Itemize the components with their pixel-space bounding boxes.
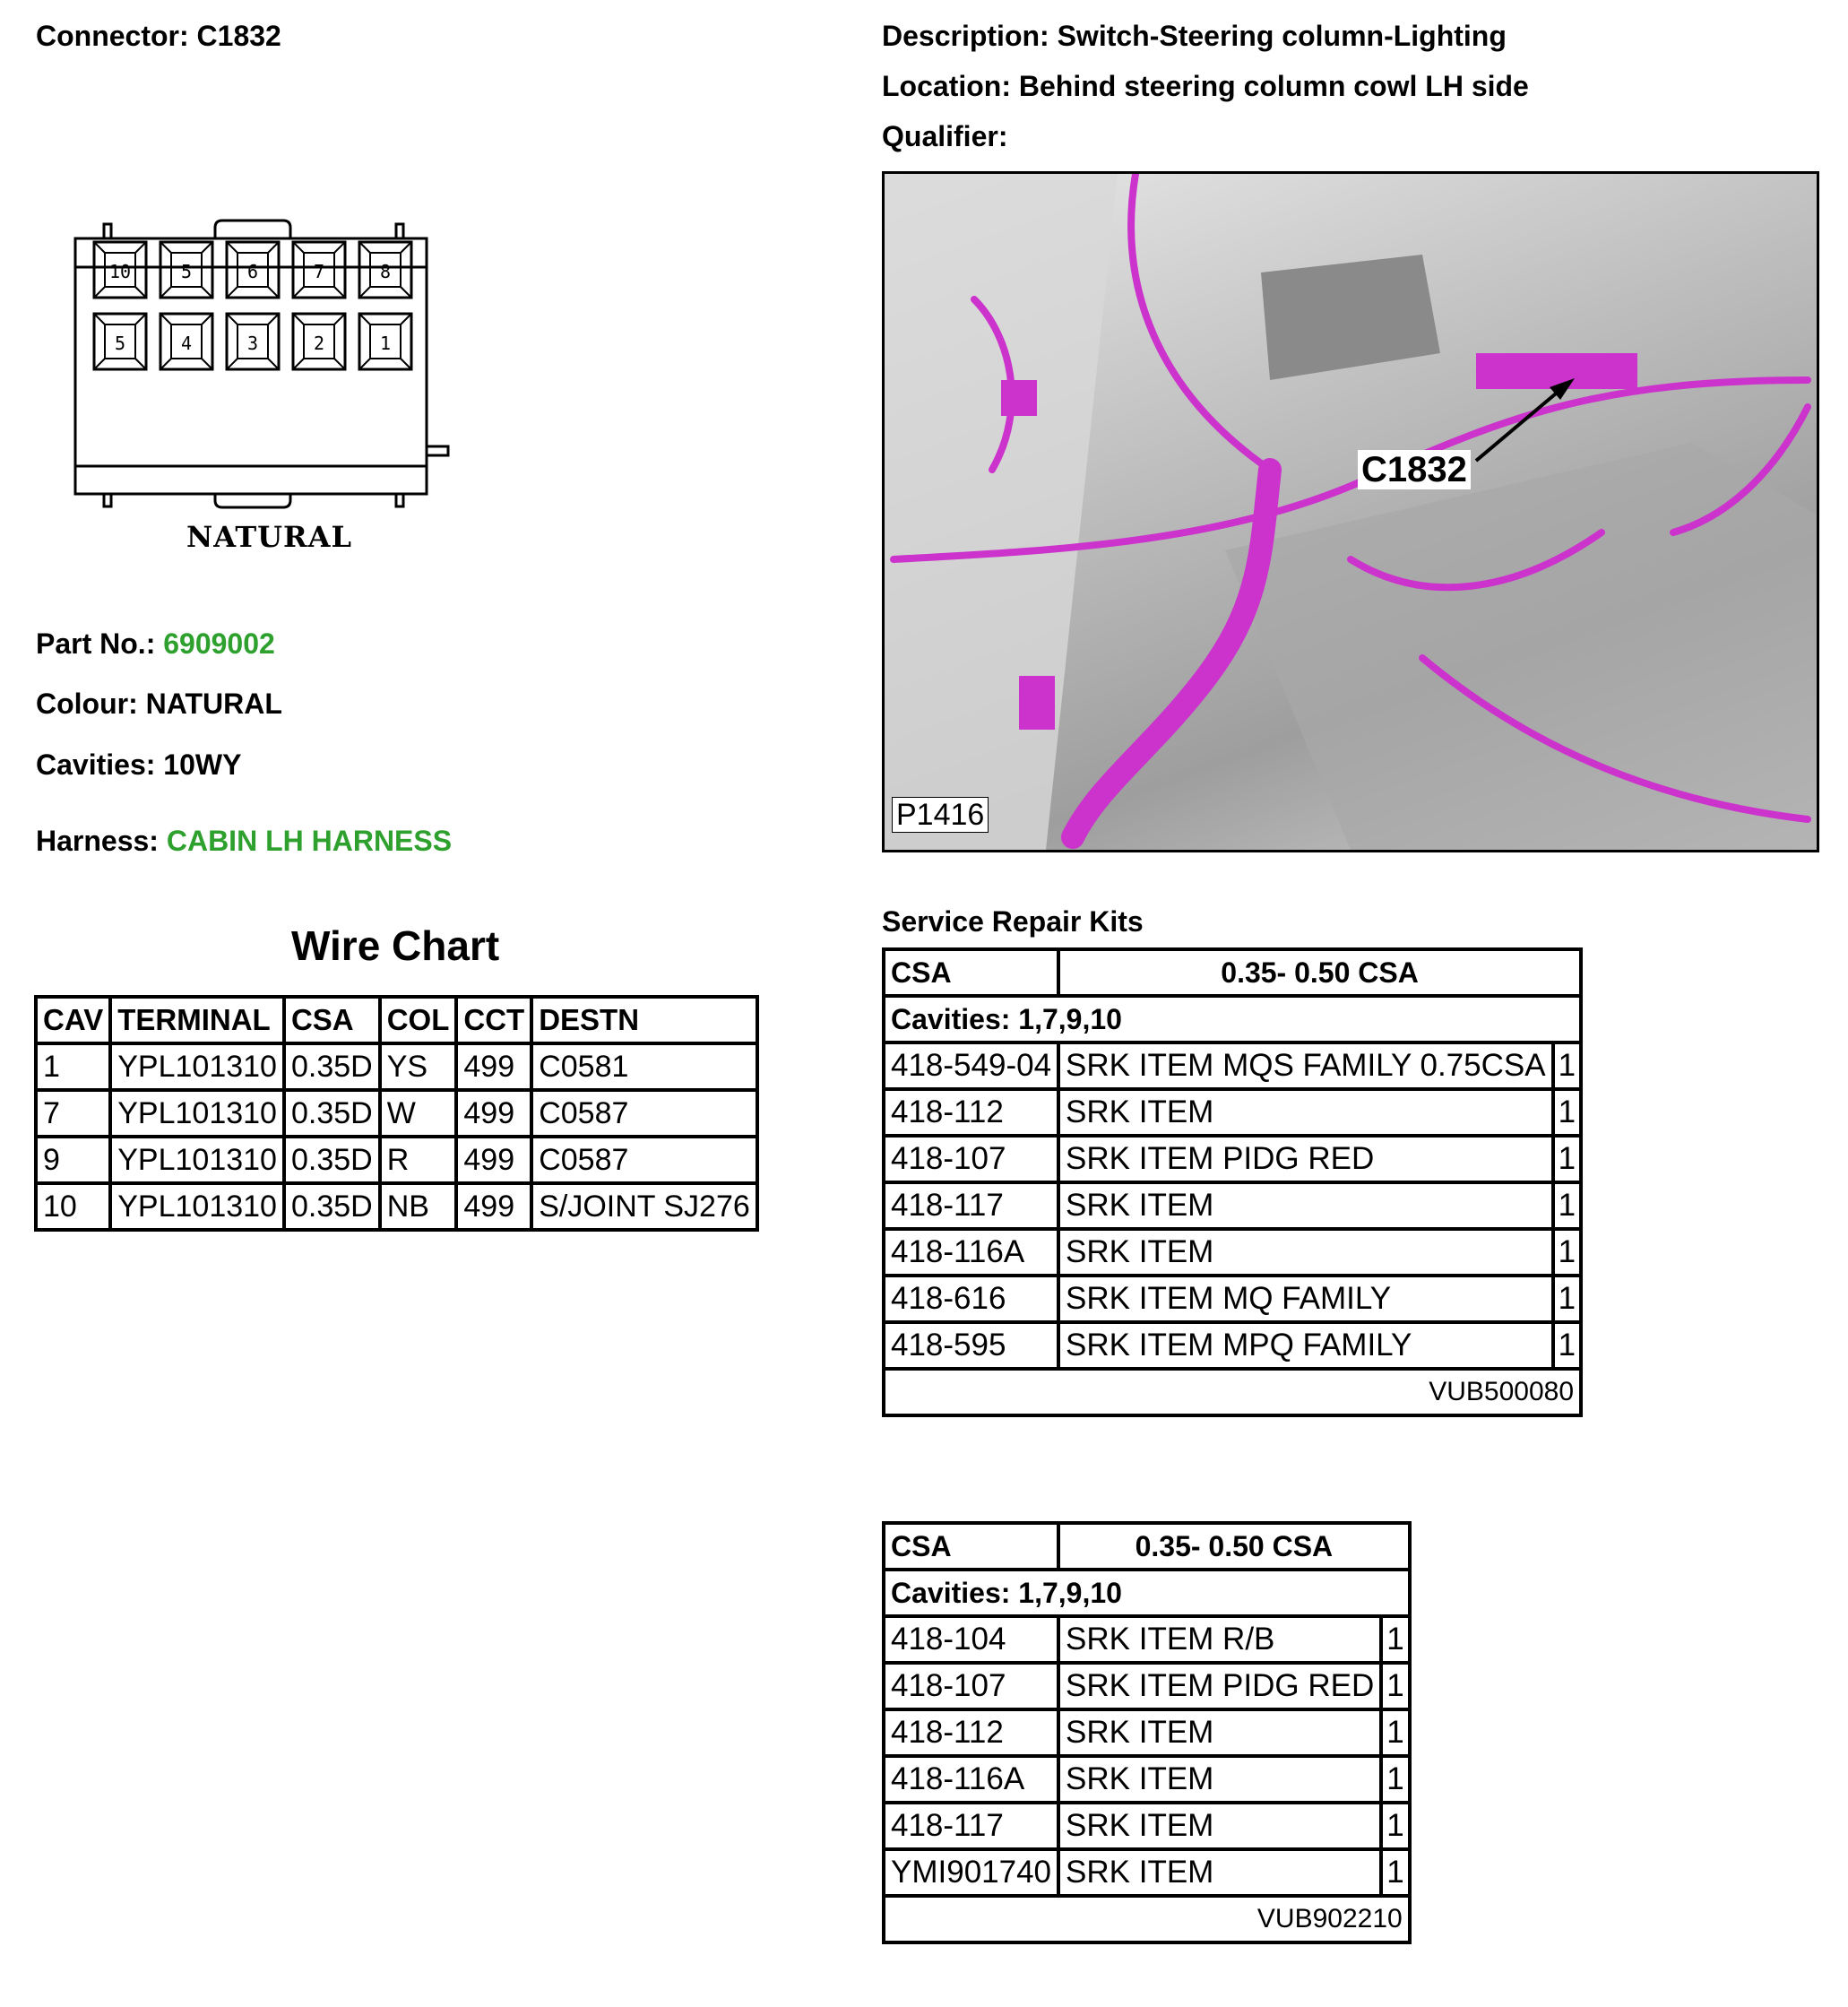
callout-arrow (1476, 378, 1575, 461)
wire-chart-cell: 0.35D (284, 1043, 380, 1090)
wire-chart-cell: 0.35D (284, 1137, 380, 1183)
kit1-item-part: 418-549-04 (884, 1042, 1058, 1089)
wire-chart-cell: YPL101310 (110, 1043, 284, 1090)
wire-chart-cell: S/JOINT SJ276 (531, 1183, 757, 1230)
wire-chart-title: Wire Chart (291, 922, 500, 969)
wire-chart-header-cell: COL (380, 997, 457, 1043)
cavity-number: 4 (180, 333, 193, 354)
wire-chart-cell: 499 (456, 1183, 531, 1230)
kit2-item-part: 418-107 (884, 1663, 1058, 1709)
kit1-item-row (884, 1182, 1581, 1229)
kit1-item-desc: SRK ITEM (1058, 1089, 1553, 1136)
kit1-item-desc: SRK ITEM MQS FAMILY 0.75CSA (1058, 1042, 1553, 1089)
wire-chart-cell: 10 (36, 1183, 110, 1230)
cavity-bot-5 (359, 314, 411, 369)
kit1-item-desc: SRK ITEM PIDG RED (1058, 1136, 1553, 1182)
kit1-cavities: Cavities: 1,7,9,10 (884, 996, 1581, 1042)
kit1-item-row (884, 1229, 1581, 1276)
kit2-item-row (884, 1663, 1410, 1709)
kit2-item-row (884, 1709, 1410, 1756)
wire-chart-cell: 9 (36, 1137, 110, 1183)
kit2-kit-number-row (884, 1896, 1410, 1942)
cavity-number: 3 (246, 333, 259, 354)
kit1-kit-number-row (884, 1369, 1581, 1415)
cavity-number: 5 (114, 333, 126, 354)
kit2-item-desc: SRK ITEM (1058, 1756, 1381, 1803)
kit1-item-qty: 1 (1553, 1276, 1581, 1322)
connector-colour-label: NATURAL (186, 520, 352, 554)
cavity-row-bottom (94, 314, 411, 369)
cavity-number: 10 (108, 261, 132, 282)
repair-kit-table-2 (882, 1521, 1412, 1944)
kit1-item-row (884, 1276, 1581, 1322)
wire-chart-cell: R (380, 1137, 457, 1183)
kit1-item-row (884, 1042, 1581, 1089)
photo-callout-label: C1832 (1358, 450, 1471, 489)
kit1-cavities-row (884, 996, 1581, 1042)
wire-chart-row (36, 1183, 757, 1230)
cavity-bot-2 (160, 314, 212, 369)
kit2-item-desc: SRK ITEM (1058, 1803, 1381, 1849)
kit1-csa-label: CSA (884, 949, 1058, 996)
cavity-bot-4 (293, 314, 345, 369)
wire-chart-cell: YS (380, 1043, 457, 1090)
cavities-info: Cavities: 10WY (36, 748, 242, 781)
kit1-item-row (884, 1322, 1581, 1369)
location-photo (882, 171, 1819, 852)
kit2-item-row (884, 1803, 1410, 1849)
kit2-kit-number: VUB902210 (884, 1896, 1410, 1942)
wire-chart-cell: 7 (36, 1090, 110, 1137)
kit1-item-qty: 1 (1553, 1182, 1581, 1229)
kit2-item-desc: SRK ITEM (1058, 1849, 1381, 1896)
kit2-item-qty: 1 (1381, 1663, 1409, 1709)
cavity-top-1 (94, 242, 146, 298)
wire-chart-table (34, 995, 759, 1232)
kit2-cavities: Cavities: 1,7,9,10 (884, 1570, 1410, 1616)
kit1-item-row (884, 1136, 1581, 1182)
kit1-item-part: 418-117 (884, 1182, 1058, 1229)
cavity-number: 6 (246, 261, 259, 282)
kit2-item-qty: 1 (1381, 1756, 1409, 1803)
wire-chart-cell: YPL101310 (110, 1183, 284, 1230)
kit1-item-qty: 1 (1553, 1089, 1581, 1136)
kit1-item-desc: SRK ITEM (1058, 1182, 1553, 1229)
wire-chart-header-row (36, 997, 757, 1043)
kit2-item-part: 418-116A (884, 1756, 1058, 1803)
kit2-csa-row (884, 1523, 1410, 1570)
wire-chart-row (36, 1137, 757, 1183)
cavity-number: 8 (379, 261, 392, 282)
kit2-item-qty: 1 (1381, 1616, 1409, 1663)
kit2-cavities-row (884, 1570, 1410, 1616)
cavity-row-top (94, 242, 411, 298)
kit1-item-desc: SRK ITEM MQ FAMILY (1058, 1276, 1553, 1322)
kit1-csa-row (884, 949, 1581, 996)
photo-reference: P1416 (892, 797, 989, 833)
kit1-item-qty: 1 (1553, 1322, 1581, 1369)
cavity-bot-3 (227, 314, 279, 369)
kit1-item-desc: SRK ITEM MPQ FAMILY (1058, 1322, 1553, 1369)
wire-chart-cell: YPL101310 (110, 1090, 284, 1137)
connector-face-diagram (63, 215, 457, 556)
cavity-number: 2 (313, 333, 325, 354)
part-number-label: Part No.: (36, 627, 156, 660)
cavity-number: 1 (379, 333, 392, 354)
wire-chart-cell: 0.35D (284, 1183, 380, 1230)
part-number-row (36, 627, 275, 661)
kit2-csa-label: CSA (884, 1523, 1058, 1570)
wire-chart-cell: C0581 (531, 1043, 757, 1090)
qualifier: Qualifier: (882, 120, 1008, 152)
kit1-item-part: 418-116A (884, 1229, 1058, 1276)
kit1-item-part: 418-107 (884, 1136, 1058, 1182)
kit2-item-part: 418-104 (884, 1616, 1058, 1663)
cavity-number: 5 (180, 261, 193, 282)
wire-chart-header-cell: TERMINAL (110, 997, 284, 1043)
harness-main-trunk (1073, 470, 1270, 837)
kit2-item-part: YMI901740 (884, 1849, 1058, 1896)
wire-chart-header-cell: CSA (284, 997, 380, 1043)
wire-chart-cell: C0587 (531, 1137, 757, 1183)
wire-chart-cell: 499 (456, 1090, 531, 1137)
kit1-item-part: 418-616 (884, 1276, 1058, 1322)
kit2-csa-value: 0.35- 0.50 CSA (1058, 1523, 1410, 1570)
wire-chart-cell: 499 (456, 1137, 531, 1183)
part-number-value[interactable]: 6909002 (163, 627, 275, 660)
kit1-item-qty: 1 (1553, 1042, 1581, 1089)
kit2-item-desc: SRK ITEM R/B (1058, 1616, 1381, 1663)
repair-kit-table-1 (882, 947, 1583, 1417)
wire-chart-row (36, 1090, 757, 1137)
kit2-item-row (884, 1849, 1410, 1896)
kit2-item-part: 418-117 (884, 1803, 1058, 1849)
cavity-top-3 (227, 242, 279, 298)
kit2-item-desc: SRK ITEM PIDG RED (1058, 1663, 1381, 1709)
location: Location: Behind steering column cowl LH side (882, 70, 1529, 102)
kit1-kit-number: VUB500080 (884, 1369, 1581, 1415)
connector-bottom-latch (215, 494, 290, 507)
cavity-top-4 (293, 242, 345, 298)
wire-chart-cell: 0.35D (284, 1090, 380, 1137)
kit1-item-desc: SRK ITEM (1058, 1229, 1553, 1276)
kit1-item-qty: 1 (1553, 1136, 1581, 1182)
cavity-bot-1 (94, 314, 146, 369)
cavity-number: 7 (313, 261, 325, 282)
kit1-item-qty: 1 (1553, 1229, 1581, 1276)
cavity-top-5 (359, 242, 411, 298)
wire-chart-row (36, 1043, 757, 1090)
colour-info: Colour: NATURAL (36, 688, 282, 720)
connector-title: Connector: C1832 (36, 20, 281, 52)
wire-chart-cell: C0587 (531, 1090, 757, 1137)
kit2-item-qty: 1 (1381, 1849, 1409, 1896)
cavity-top-2 (160, 242, 212, 298)
wire-chart-cell: 1 (36, 1043, 110, 1090)
kit1-item-part: 418-112 (884, 1089, 1058, 1136)
service-repair-kits-title: Service Repair Kits (882, 905, 1144, 938)
wire-chart-header-cell: CAV (36, 997, 110, 1043)
kit1-item-part: 418-595 (884, 1322, 1058, 1369)
description: Description: Switch-Steering column-Lighting (882, 20, 1507, 52)
wire-chart-cell: 499 (456, 1043, 531, 1090)
connector-top-latch (215, 221, 290, 238)
wire-chart-cell: W (380, 1090, 457, 1137)
harness-value[interactable]: CABIN LH HARNESS (166, 825, 453, 857)
wire-chart-cell: YPL101310 (110, 1137, 284, 1183)
harness-label: Harness: (36, 825, 159, 857)
wire-chart-cell: NB (380, 1183, 457, 1230)
kit1-item-row (884, 1089, 1581, 1136)
kit2-item-qty: 1 (1381, 1803, 1409, 1849)
kit2-item-row (884, 1756, 1410, 1803)
kit2-item-desc: SRK ITEM (1058, 1709, 1381, 1756)
kit2-item-row (884, 1616, 1410, 1663)
wire-chart-header-cell: CCT (456, 997, 531, 1043)
wire-chart-header-cell: DESTN (531, 997, 757, 1043)
kit2-item-qty: 1 (1381, 1709, 1409, 1756)
kit1-csa-value: 0.35- 0.50 CSA (1058, 949, 1581, 996)
harness-row (36, 825, 452, 858)
kit2-item-part: 418-112 (884, 1709, 1058, 1756)
